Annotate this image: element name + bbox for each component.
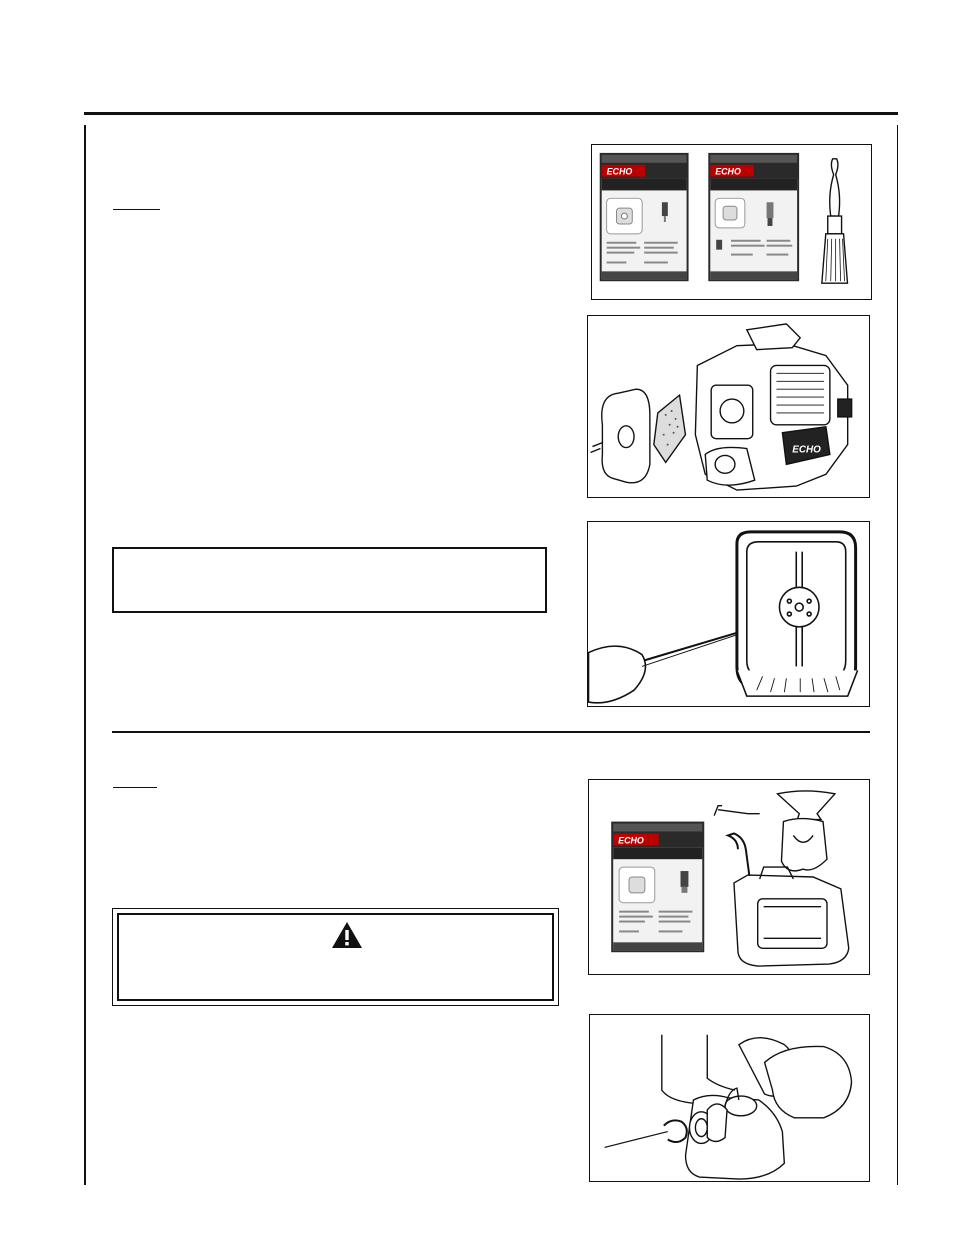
hook-wire-line bbox=[605, 1132, 668, 1148]
svg-text:ECHO: ECHO bbox=[792, 444, 821, 456]
filter-cover-figure bbox=[587, 521, 870, 707]
parts-kit-figure-bottom bbox=[588, 779, 870, 975]
brush-icon bbox=[822, 159, 848, 283]
funnel-icon bbox=[778, 791, 835, 820]
svg-text:ECHO: ECHO bbox=[715, 166, 741, 177]
filter-cover-illustration bbox=[588, 522, 869, 706]
engine-handle bbox=[747, 324, 800, 350]
fuel-can-spout bbox=[728, 833, 750, 879]
warning-box-inner bbox=[117, 913, 554, 1001]
svg-text:ECHO: ECHO bbox=[618, 835, 644, 846]
parts-card-bottom bbox=[611, 822, 704, 953]
page-left-rule bbox=[84, 125, 86, 1185]
fuel-tools-illustration bbox=[589, 780, 869, 974]
air-filter-element bbox=[654, 395, 686, 462]
page-top-rule bbox=[84, 112, 898, 115]
page-right-rule bbox=[897, 125, 898, 1185]
svg-text:ECHO: ECHO bbox=[606, 166, 633, 177]
fuel-tank-illustration bbox=[590, 1015, 869, 1181]
parts-card-right bbox=[708, 153, 799, 281]
engine-exploded-figure bbox=[587, 315, 870, 498]
parts-card-left bbox=[600, 153, 689, 281]
hook-wire-icon bbox=[714, 806, 760, 816]
tank-body bbox=[765, 1046, 852, 1117]
parts-kit-figure-top bbox=[591, 144, 872, 300]
notice-box bbox=[112, 547, 547, 613]
section-divider bbox=[112, 731, 870, 733]
warning-triangle-icon bbox=[331, 921, 363, 949]
fuel-tank-figure bbox=[589, 1014, 870, 1182]
screwdriver-handle bbox=[589, 646, 646, 703]
parts-kit-illustration bbox=[592, 145, 871, 299]
heading-underline-air-filter bbox=[113, 209, 160, 210]
warning-box bbox=[112, 908, 559, 1006]
heading-underline-fuel-filter bbox=[113, 787, 157, 788]
engine-exploded-illustration bbox=[588, 316, 869, 497]
